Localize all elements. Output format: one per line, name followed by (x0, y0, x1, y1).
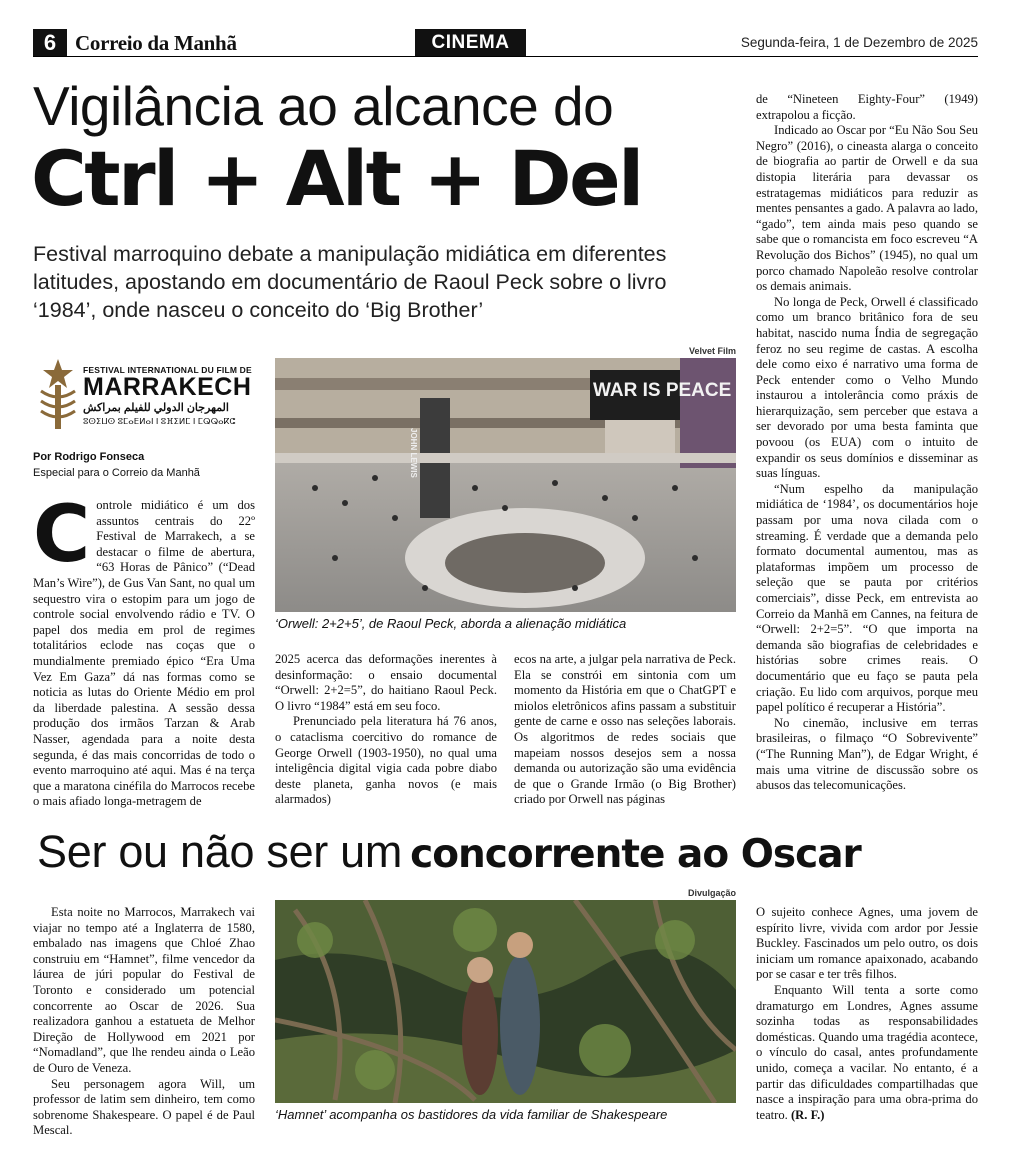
page-header (33, 29, 978, 57)
festival-logo (33, 355, 263, 435)
logo-line-4: ⵓⵙⵉⵡⵙ ⵓⵎⴰⴹⵍⴰⵏ ⵏ ⵓⴼⵉⵍⵎ ⵏ ⵎⵕⵕⴰⴽⵛ (83, 416, 236, 426)
article1-paragraph: Indicado ao Oscar por “Eu Não Sou Seu Negro” (2016), o cineasta alarga o conceito de biografia ao partir de Orwell e da sua distopia literária para devassar os estratagemas midiáticos para reduzir as mentes pensantes a gado. A palavra ao lado, “gado”, tem ainda mais peso quando se sabe que o romancista em foco escreveu “A Revolução dos Bichos” (1945), no qual um porco chamado Napoleão resolve controlar os demais animais. (756, 123, 978, 294)
photo-caption: ‘Orwell: 2+2+5’, de Raoul Peck, aborda a alienação midiática (275, 616, 627, 631)
article2-headline (37, 822, 982, 893)
article2-photo-forest (275, 900, 736, 1103)
newspaper-name: Correio da Manhã (75, 31, 237, 55)
article1-paragraph: ecos na arte, a julgar pela narrativa de Peck. Ela se constrói em sintonia com um momento da História em que o ChatGPT e miolos eletrônicos afins passam a substituir gente de carne e osso nas seleções laborais. Os algoritmos de redes sociais que mapeiam nossos desejos sem a nossa demanda ou autorização são uma evidência de que o Grande Irmão (o Big Brother) criado por Orwell nas páginas (514, 652, 736, 807)
article1-column-2 (275, 652, 497, 808)
photo-credit: Velvet Film (688, 346, 736, 356)
article1-paragraph: “Num espelho da manipulação midiática de ‘1984’, os documentários hoje passam por uma nova cilada com o streaming. É verdade que a demanda pelo formato documental aumentou, mas as plataformas impõem um processo de seleção que se pauta por critérios comerciais”, disse Peck, em entrevista ao Correio da Manhã em Cannes, na feitura de “Orwell: 2+2=5”. “O que importa na demanda são biografias de celebridades e histórias sobre crimes reais. O documentário que eu faço se pauta pela criação. Eu lido com arquivos, porque meu papel político é recuperar a História”. (756, 481, 978, 715)
article2-column-1 (33, 905, 255, 1139)
article2-photo-caption: ‘Hamnet’ acompanha os bastidores da vida familiar de Shakespeare (275, 1107, 668, 1122)
article2-paragraph: O sujeito conhece Agnes, uma jovem de espírito livre, vivida com ardor por Jessie Buckley. Fascinados um pelo outro, os dois iniciam um romance apaixonado, acabando por se casar e ter três filhos. (756, 905, 978, 982)
photo-sign-right: WAR IS PEACE (593, 380, 732, 401)
article2-photo-credit: Divulgação (687, 888, 736, 898)
article1-paragraph: de “Nineteen Eighty-Four” (1949) extrapolou a ficção. (756, 92, 978, 122)
subhead: Festival marroquino debate a manipulação midiática em diferentes latitudes, apostando em documentário de Raoul Peck sobre o livro ‘1984’, onde nasceu o conceito do ‘Big Brother’ (33, 242, 667, 322)
article1-paragraph: No cinemão, inclusive em terras brasileiras, o filmaço “O Sobrevivente” (“The Running Man”), de Edgar Wright, é mais uma vitrine de discussão sobre os abusos das telecomunicações. (756, 715, 978, 793)
article2-column-3 (756, 905, 978, 1123)
author-initials: (R. F.) (790, 1107, 825, 1122)
article2-headline-light: Ser ou não ser um (37, 826, 403, 877)
logo-line-3: المهرجان الدولي للفيلم بمراكش (83, 402, 229, 414)
article1-column-3 (514, 652, 736, 808)
header-rule (33, 56, 978, 57)
article1-paragraph: Prenunciado pela literatura há 76 anos, o cataclisma coercitivo do romance de George Orwell (1903-1950), no qual uma inteligência digital vigia cada pobre diabo deste planeta, ganha novos (e mais alarmados) (275, 714, 497, 807)
page-date: Segunda-feira, 1 de Dezembro de 2025 (740, 35, 978, 50)
article2-headline-bold: concorrente ao Oscar (410, 832, 861, 877)
article1-paragraph: 2025 acerca das deformações inerentes à desinformação: o ensaio documental “Orwell: 2+2=5”, do haitiano Raoul Peck. O livro “1984” está em seu foco. (275, 652, 497, 713)
article2-paragraph-text: Enquanto Will tenta a sorte como dramaturgo em Londres, Agnes assume sozinha todas as responsabilidades domésticas. Quando uma tragédia acontece, o vínculo do casal, antes profundamente unido, começa a vacilar. No entanto, é a partir das dificuldades compartilhadas que nasce a inspiração para uma obra-prima do teatro. (756, 982, 978, 1122)
article-photo-mall (275, 358, 736, 612)
article2-paragraph: Seu personagem agora Will, um professor de latim sem dinheiro, tem como sobrenome Shakespeare. O papel é de Paul Mescal. (33, 1076, 255, 1138)
article1-column-1 (33, 490, 255, 810)
byline-author: Por Rodrigo Fonseca (33, 451, 145, 463)
article1-column-4 (756, 92, 978, 794)
article2-paragraph (756, 983, 978, 1123)
headline-line-2: Ctrl + Alt + Del (31, 134, 642, 223)
dropcap: C (33, 490, 91, 580)
page-number: 6 (33, 29, 67, 56)
article1-paragraph: ontrole midiático é um dos assuntos centrais do 22º Festival de Marrakech, a se destacar o filme de abertura, “63 Horas de Pânico” (“Dead Man’s Wire”), de Gus Van Sant, no qual um sequestro vira o estopim para um jogo de controle social envolvendo rádio e TV. O papel dos media em prol de regimes totalitários eclode nas coças que o mundialmente premiado épico “Era Uma Vez Em Gaza” dá nas formas como se noticia as lutas do Oriente Médio em prol da liberdade palestina. A sessão dessa produção dos irmãos Tarzan & Arab Nasser, agendada para a noite desta segunda, é das mais concorridas de todo o evento marroquino até aqui. Mas é na terça que a maratona cinéfila do Marrocos recebe o mais afiado longa-metragem de (33, 498, 255, 809)
logo-line-1: FESTIVAL INTERNATIONAL DU FILM DE (83, 365, 252, 375)
photo-sign-left: JOHN LEWIS (409, 428, 418, 478)
article2-paragraph: Esta noite no Marrocos, Marrakech vai viajar no tempo até a Inglaterra de 1580, embalado nas imagens que Chloé Zhao construiu em “Hamnet”, filme vencedor da láurea de júri popular do Festival de Toronto e considerado um potencial concorrente ao Oscar de 2026. Sua realizadora ganhou a estatueta de Melhor Direção de Hollywood em 2021 por “Nomadland”, que lhe rendeu ainda o Leão de Ouro de Veneza. (33, 905, 255, 1075)
byline-note: Especial para o Correio da Manhã (33, 467, 200, 479)
headline-line-1: Vigilância ao alcance do (33, 75, 614, 137)
logo-line-2: MARRAKECH (83, 373, 252, 401)
star-emblem-icon (33, 355, 83, 433)
section-label: CINEMA (415, 29, 526, 56)
article1-paragraph: No longa de Peck, Orwell é classificado como um branco britânico fora de seu habitat, nascido numa Índia de segregação feroz no seu regime de castas. A escolha dele como eixo é narrativo uma forma de Peck entender como o Velho Mundo instaurou a intolerância como práxis de hierarquização, sem perceber que estava a ser devorado por uma besta faminta que povoou (os EUA) com o intuito de expandir os seus domínios e disseminar as suas línguas. (756, 294, 978, 481)
